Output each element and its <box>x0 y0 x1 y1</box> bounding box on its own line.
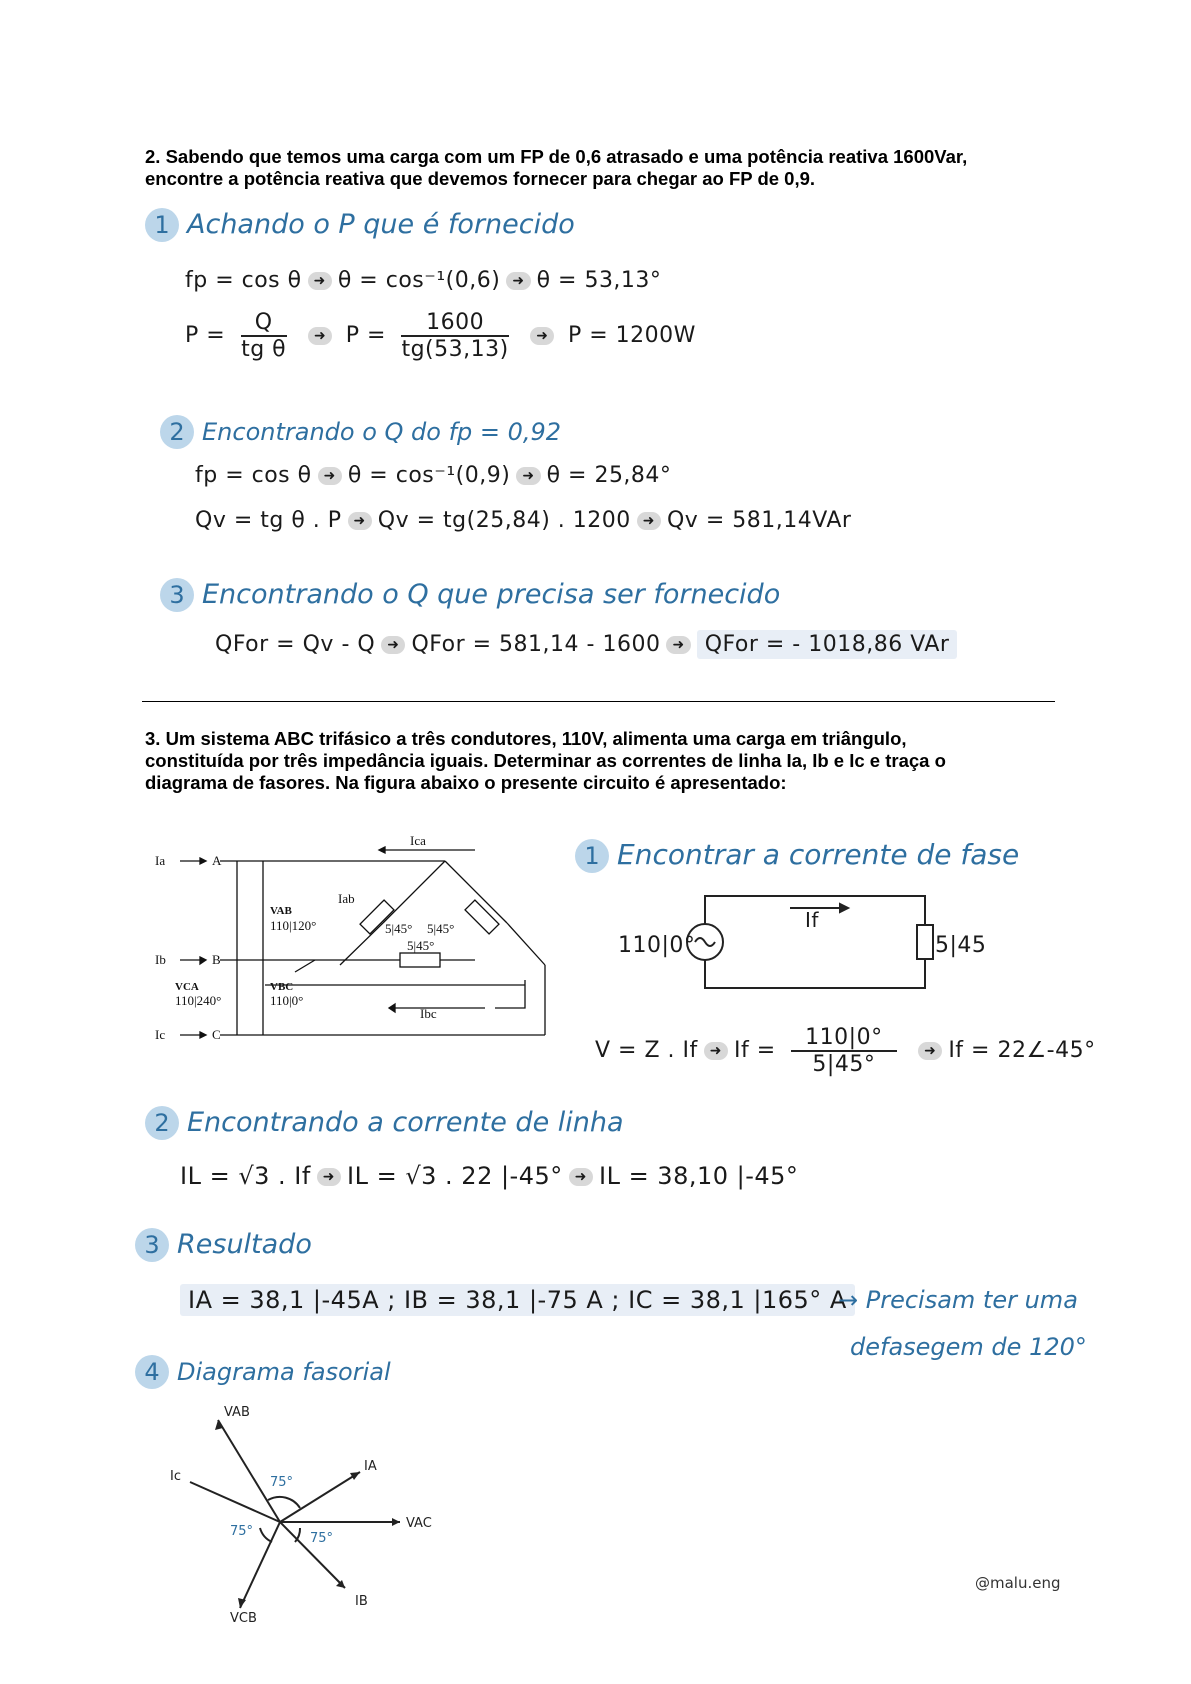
label-vca: VCA <box>175 981 199 993</box>
phasor-angle-3: 75° <box>310 1531 334 1546</box>
arrow-icon: ➜ <box>381 636 405 654</box>
eq-part: If = <box>734 1038 776 1063</box>
arrow-icon: ➜ <box>506 272 530 290</box>
question-3-line-3: diagrama de fasores. Na figura abaixo o presente circuito é apresentado: <box>145 772 787 793</box>
step-title: Encontrando o Q do fp = 0,92 <box>202 418 562 446</box>
eq-part: V = Z . If <box>595 1038 698 1063</box>
eq-part: P = <box>185 323 226 348</box>
eq-part: P = 1200W <box>567 323 696 348</box>
load-label: 5|45 <box>935 933 987 958</box>
phasor-label-vac: VAC <box>406 1516 432 1531</box>
question-3-line-1: 3. Um sistema ABC trifásico a três condutores, 110V, alimenta uma carga em triângulo, <box>145 728 907 749</box>
arrow-icon: ➜ <box>637 512 661 530</box>
label-ica: Ica <box>410 833 426 848</box>
label-ic: Ic <box>155 1027 166 1042</box>
step-number: 2 <box>160 415 194 449</box>
author-credit: @malu.eng <box>975 1574 1061 1592</box>
label-vbc: VBC <box>270 981 294 993</box>
eq-part: IL = √3 . 22 |-45° <box>347 1162 563 1190</box>
delta-circuit-figure <box>145 830 565 1060</box>
step-title: Diagrama fasorial <box>177 1358 391 1386</box>
step-title: Encontrando a corrente de linha <box>187 1107 624 1138</box>
q2-eq-power <box>185 310 696 362</box>
q3-eq-il <box>180 1162 798 1190</box>
phasor-label-vcb: VCB <box>230 1611 257 1626</box>
eq-part: Qv = tg(25,84) . 1200 <box>377 508 631 533</box>
label-iab: Iab <box>338 891 355 906</box>
question-2 <box>145 146 967 190</box>
q2-eq-angle-1 <box>185 268 661 293</box>
arrow-icon: ➜ <box>308 327 332 345</box>
question-2-line-1: 2. Sabendo que temos uma carga com um FP de 0,6 atrasado e uma potência reativa 1600Var, <box>145 146 968 167</box>
phasor-label-ib: IB <box>355 1594 368 1609</box>
label-vca-value: 110|240° <box>175 993 222 1008</box>
source-label: 110|0° <box>618 933 696 958</box>
arrow-icon: ➜ <box>530 327 554 345</box>
fraction: $\frac{110|0^\circ}{5|45^\circ}$ <box>791 1025 896 1077</box>
fraction: $\frac{1600}{tg(53,13)}$ <box>401 310 509 362</box>
step-number: 1 <box>575 839 609 873</box>
q2-step-1-title <box>145 208 575 242</box>
step-number: 3 <box>160 578 194 612</box>
arrow-icon: ➜ <box>516 467 540 485</box>
phasor-angle-1: 75° <box>270 1475 294 1490</box>
phasor-diagram <box>160 1400 460 1630</box>
step-title: Achando o P que é fornecido <box>187 209 575 240</box>
label-vab-value: 110|120° <box>270 918 317 933</box>
arrow-icon: ➜ <box>569 1168 593 1186</box>
label-b: B <box>212 952 221 967</box>
eq-part: P = <box>345 323 386 348</box>
eq-part: θ = 25,84° <box>546 463 672 488</box>
q3-eq-if <box>595 1025 1096 1077</box>
phasor-label-vab: VAB <box>224 1405 250 1420</box>
step-number: 4 <box>135 1355 169 1389</box>
eq-part: IL = 38,10 |-45° <box>598 1162 799 1190</box>
arrow-icon: ➜ <box>666 636 690 654</box>
label-z3: 5|45° <box>407 938 435 953</box>
step-title: Encontrar a corrente de fase <box>617 838 1020 871</box>
step-number: 2 <box>145 1106 179 1140</box>
highlighted-result: QFor = - 1018,86 VAr <box>697 630 958 659</box>
eq-part: If = 22∠-45° <box>948 1038 1096 1063</box>
highlighted-result: IA = 38,1 |-45A ; IB = 38,1 |-75 A ; IC = 38,1 |165° A <box>180 1284 855 1316</box>
q3-step-2-title <box>145 1106 624 1140</box>
phasor-label-ia: IA <box>364 1459 377 1474</box>
eq-part: QFor = 581,14 - 1600 <box>411 632 661 657</box>
step-title: Encontrando o Q que precisa ser fornecido <box>202 579 781 610</box>
label-ia: Ia <box>155 853 166 868</box>
step-number: 3 <box>135 1228 169 1262</box>
q3-result <box>180 1286 855 1314</box>
step-number: 1 <box>145 208 179 242</box>
eq-part: θ = cos⁻¹(0,6) <box>337 268 501 293</box>
phase-current-label: If <box>805 908 819 932</box>
q3-step-4-title <box>135 1355 391 1389</box>
q2-step-2-title <box>160 415 561 449</box>
section-divider <box>142 701 1055 702</box>
q3-step-3-title <box>135 1228 312 1262</box>
step-title: Resultado <box>177 1229 312 1260</box>
eq-part: Qv = tg θ . P <box>195 508 342 533</box>
label-c: C <box>212 1027 221 1042</box>
label-a: A <box>212 853 222 868</box>
arrow-icon: ➜ <box>317 1168 341 1186</box>
eq-part: θ = cos⁻¹(0,9) <box>347 463 511 488</box>
eq-part: IL = √3 . If <box>180 1162 311 1190</box>
arrow-icon: ➜ <box>308 272 332 290</box>
arrow-icon: ➜ <box>704 1042 728 1060</box>
arrow-icon: ➜ <box>918 1042 942 1060</box>
q2-eq-qv <box>195 508 851 533</box>
question-3-line-2: constituída por três impedância iguais. Determinar as correntes de linha Ia, Ib e Ic e traça o <box>145 750 946 771</box>
arrow-icon: ➜ <box>318 467 342 485</box>
phasor-angle-2: 75° <box>230 1524 254 1539</box>
q2-eq-angle-2 <box>195 463 671 488</box>
eq-part: θ = 53,13° <box>536 268 662 293</box>
label-vab: VAB <box>270 905 292 917</box>
eq-part: QFor = Qv - Q <box>215 632 376 657</box>
label-vbc-value: 110|0° <box>270 993 304 1008</box>
q3-note-line-1: → Precisam ter uma <box>838 1286 1078 1314</box>
question-2-line-2: encontre a potência reativa que devemos fornecer para chegar ao FP de 0,9. <box>145 168 816 189</box>
q2-step-3-title <box>160 578 780 612</box>
label-ib: Ib <box>155 952 166 967</box>
eq-part: fp = cos θ <box>185 268 302 293</box>
eq-part: fp = cos θ <box>195 463 312 488</box>
question-3 <box>145 728 946 794</box>
eq-part: Qv = 581,14VAr <box>666 508 852 533</box>
arrow-icon: ➜ <box>348 512 372 530</box>
label-ibc: Ibc <box>420 1006 437 1021</box>
label-z2: 5|45° <box>427 921 455 936</box>
q3-step-1-title <box>575 838 1019 873</box>
label-z1: 5|45° <box>385 921 413 936</box>
fraction: $\frac{Q}{\text{tg θ}}$ <box>241 310 287 362</box>
q3-note-line-2: defasegem de 120° <box>850 1333 1087 1361</box>
phasor-label-ic: Ic <box>170 1469 181 1484</box>
q2-eq-qfor <box>215 632 957 657</box>
